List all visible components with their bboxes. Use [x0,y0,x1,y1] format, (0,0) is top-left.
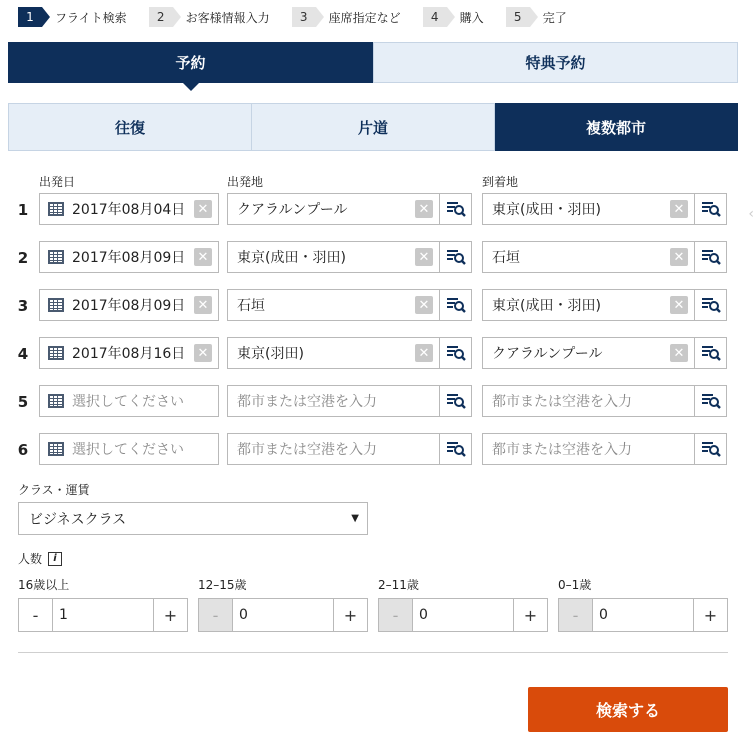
decrement-button[interactable]: - [199,599,233,631]
quantity-value[interactable]: 0 [599,607,608,623]
departure-date-field[interactable] [39,241,219,273]
class-fare-select[interactable] [18,502,368,535]
origin-value[interactable]: 石垣 [237,298,265,314]
clear-icon[interactable]: ✕ [415,344,433,362]
destination-value[interactable]: クアラルンプール [492,346,603,362]
destination-field[interactable] [482,337,727,369]
quantity-value[interactable]: 1 [59,607,68,623]
departure-date-placeholder[interactable]: 選択してください [72,442,184,458]
date-column-header: 出発日 [39,175,76,189]
departure-date-placeholder[interactable]: 選択してください [72,394,184,410]
destination-value[interactable]: 東京(成田・羽田) [492,298,601,314]
origin-field[interactable] [227,337,472,369]
flight-row [0,289,754,321]
row-number: 6 [17,441,29,459]
caret-down-icon[interactable]: ▼ [351,513,359,524]
passenger-group-child [378,576,548,632]
flight-row [0,193,754,225]
step-number: 5 [506,7,530,27]
class-fare-label: クラス・運賃 [18,483,90,497]
list-search-icon[interactable] [439,434,471,464]
booking-type-tabs [8,42,738,83]
quantity-stepper [18,598,188,632]
step-number: 2 [149,7,173,27]
quantity-stepper [198,598,368,632]
clear-icon[interactable]: ✕ [670,248,688,266]
list-search-icon[interactable] [694,194,726,224]
step-label: フライト検索 [55,10,127,25]
decrement-button[interactable]: - [379,599,413,631]
origin-placeholder[interactable]: 都市または空港を入力 [237,442,377,458]
calendar-icon[interactable] [48,250,64,264]
step-number: 1 [18,7,42,27]
departure-date-value[interactable]: 2017年08月04日 [72,202,186,218]
flight-row [0,337,754,369]
origin-value[interactable]: 東京(羽田) [237,346,304,362]
increment-button[interactable]: + [333,599,367,631]
quantity-value[interactable]: 0 [239,607,248,623]
origin-field[interactable] [227,241,472,273]
step-label: 完了 [542,10,567,25]
passenger-group-youth [198,576,368,632]
destination-field[interactable] [482,385,727,417]
passenger-group-label: 2–11歳 [378,578,419,592]
passenger-group-adult [18,576,188,632]
destination-field[interactable] [482,433,727,465]
departure-date-field[interactable] [39,385,219,417]
step-label: 購入 [459,10,484,25]
list-search-icon[interactable] [439,242,471,272]
increment-button[interactable]: + [153,599,187,631]
list-search-icon[interactable] [694,242,726,272]
departure-date-value[interactable]: 2017年08月16日 [72,346,186,362]
progress-steps [18,7,589,27]
tab-multi-city[interactable]: 複数都市 [495,103,738,151]
tab-round-trip[interactable]: 往復 [8,103,252,151]
destination-column-header: 到着地 [482,175,519,189]
passengers-label-wrap [18,550,62,567]
calendar-icon[interactable] [48,394,64,408]
origin-field[interactable] [227,289,472,321]
step-label: お客様情報入力 [185,10,270,25]
step-number: 3 [292,7,316,27]
list-search-icon[interactable] [439,338,471,368]
tab-award-reservation[interactable]: 特典予約 [373,42,738,83]
passenger-group-infant [558,576,728,632]
clear-icon[interactable]: ✕ [194,296,212,314]
calendar-icon[interactable] [48,346,64,360]
departure-date-field[interactable] [39,289,219,321]
origin-value[interactable]: 東京(成田・羽田) [237,250,346,266]
quantity-value[interactable]: 0 [419,607,428,623]
search-button[interactable]: 検索する [528,687,728,732]
destination-placeholder[interactable]: 都市または空港を入力 [492,442,632,458]
row-number: 5 [17,393,29,411]
clear-icon[interactable]: ✕ [670,344,688,362]
decrement-button[interactable]: - [19,599,53,631]
origin-column-header: 出発地 [227,175,264,189]
clear-icon[interactable]: ✕ [670,296,688,314]
destination-value[interactable]: 東京(成田・羽田) [492,202,601,218]
clear-icon[interactable]: ✕ [194,200,212,218]
list-search-icon[interactable] [439,386,471,416]
class-fare-value[interactable]: ビジネスクラス [29,511,127,528]
tab-one-way[interactable]: 片道 [252,103,495,151]
list-search-icon[interactable] [694,290,726,320]
list-search-icon[interactable] [439,194,471,224]
tab-reservation[interactable]: 予約 [8,42,373,83]
info-icon[interactable]: i [48,552,62,566]
departure-date-field[interactable] [39,193,219,225]
calendar-icon[interactable] [48,202,64,216]
origin-field[interactable] [227,385,472,417]
clear-icon[interactable]: ✕ [415,200,433,218]
departure-date-value[interactable]: 2017年08月09日 [72,250,186,266]
passengers-label: 人数 [18,552,43,566]
row-number: 2 [17,249,29,267]
origin-placeholder[interactable]: 都市または空港を入力 [237,394,377,410]
increment-button[interactable]: + [513,599,547,631]
list-search-icon[interactable] [439,290,471,320]
destination-placeholder[interactable]: 都市または空港を入力 [492,394,632,410]
step-number: 4 [423,7,447,27]
clear-icon[interactable]: ✕ [194,344,212,362]
departure-date-field[interactable] [39,337,219,369]
destination-field[interactable] [482,289,727,321]
origin-value[interactable]: クアラルンプール [237,202,348,218]
passenger-group-label: 0–1歳 [558,578,592,592]
row-number: 1 [17,201,29,219]
departure-date-field[interactable] [39,433,219,465]
step-4 [423,7,484,27]
list-search-icon[interactable] [694,434,726,464]
increment-button[interactable]: + [693,599,727,631]
passenger-group-label: 16歳以上 [18,578,70,592]
destination-field[interactable] [482,193,727,225]
origin-field[interactable] [227,193,472,225]
step-2 [149,7,270,27]
clear-icon[interactable]: ✕ [670,200,688,218]
list-search-icon[interactable] [694,338,726,368]
step-3 [292,7,401,27]
flight-row [0,433,754,465]
quantity-stepper [558,598,728,632]
divider [18,652,728,653]
calendar-icon[interactable] [48,298,64,312]
flight-row [0,385,754,417]
destination-value[interactable]: 石垣 [492,250,520,266]
row-number: 3 [17,297,29,315]
calendar-icon[interactable] [48,442,64,456]
row-number: 4 [17,345,29,363]
flight-row [0,241,754,273]
chevron-left-icon[interactable]: ‹ [748,206,754,222]
step-5 [506,7,567,27]
decrement-button[interactable]: - [559,599,593,631]
origin-field[interactable] [227,433,472,465]
passenger-group-label: 12–15歳 [198,578,247,592]
clear-icon[interactable]: ✕ [194,248,212,266]
trip-type-tabs [8,103,738,151]
step-label: 座席指定など [328,10,401,25]
clear-icon[interactable]: ✕ [415,296,433,314]
step-1 [18,7,127,27]
departure-date-value[interactable]: 2017年08月09日 [72,298,186,314]
destination-field[interactable] [482,241,727,273]
quantity-stepper [378,598,548,632]
list-search-icon[interactable] [694,386,726,416]
clear-icon[interactable]: ✕ [415,248,433,266]
